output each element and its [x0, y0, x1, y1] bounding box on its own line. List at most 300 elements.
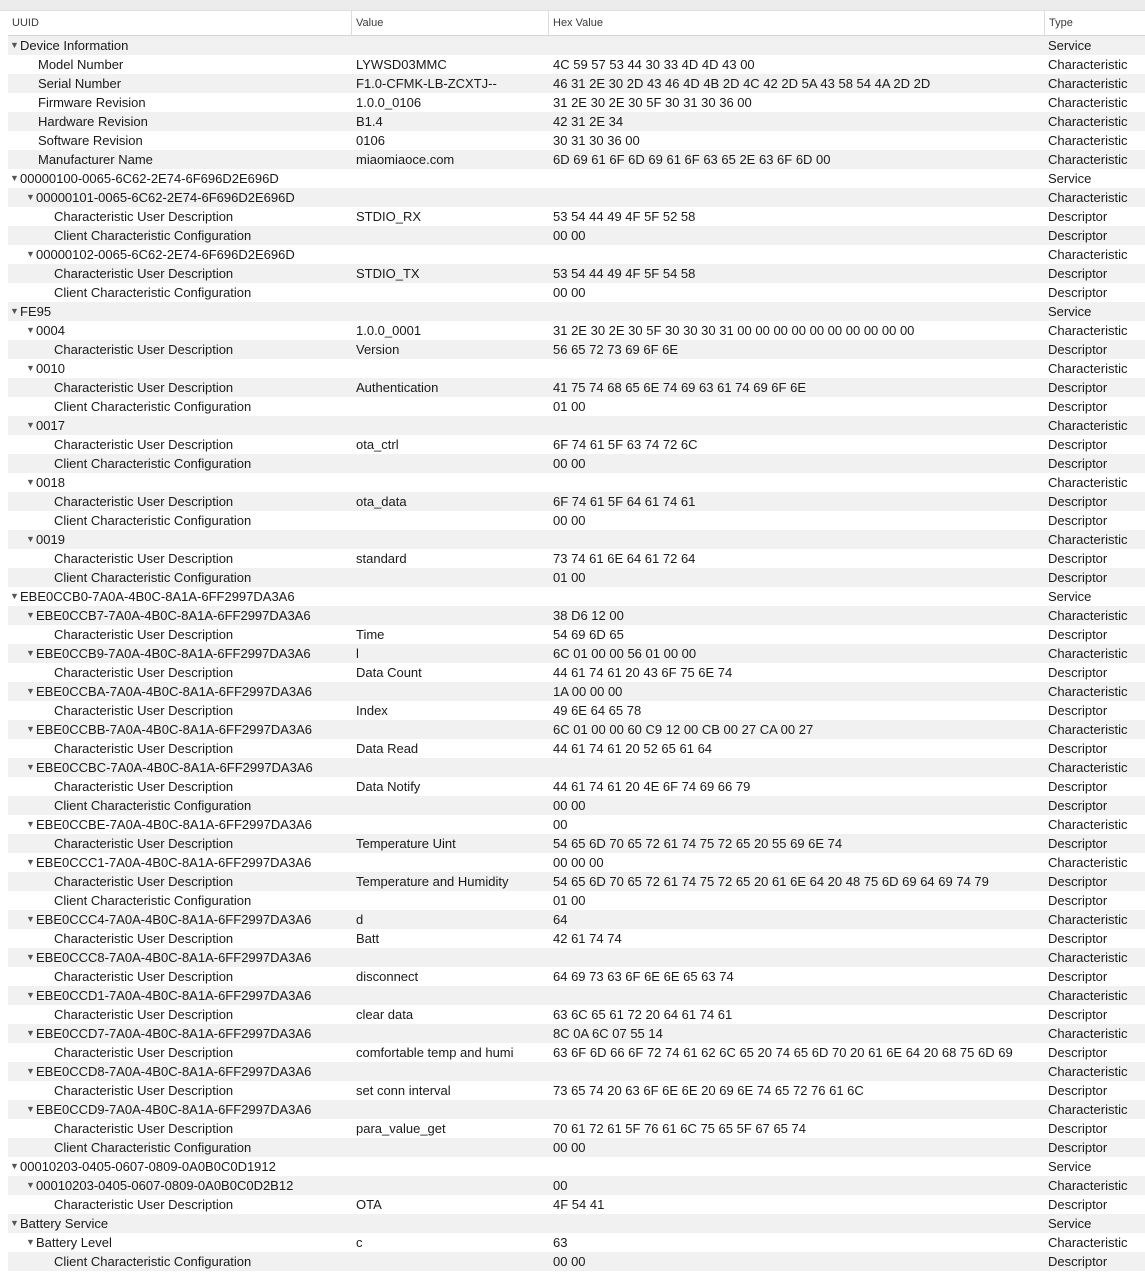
descriptor-row[interactable] — [8, 967, 1145, 986]
uuid-label: EBE0CCC8-7A0A-4B0C-8A1A-6FF2997DA3A6 — [36, 950, 312, 965]
characteristic-row[interactable] — [8, 245, 1145, 264]
descriptor-row[interactable] — [8, 340, 1145, 359]
disclosure-triangle-icon[interactable]: ▼ — [26, 1237, 35, 1247]
type-cell: Characteristic — [1048, 1026, 1128, 1041]
descriptor-row[interactable] — [8, 378, 1145, 397]
type-cell: Descriptor — [1048, 1007, 1108, 1022]
service-row[interactable] — [8, 587, 1145, 606]
uuid-label: 00010203-0405-0607-0809-0A0B0C0D2B12 — [36, 1178, 294, 1193]
uuid-cell — [8, 682, 352, 701]
uuid-cell — [8, 226, 352, 245]
column-header-hex-value[interactable]: Hex Value — [549, 11, 1045, 35]
descriptor-row[interactable] — [8, 929, 1145, 948]
value-cell — [352, 891, 549, 910]
hex-value-cell: 00 00 — [553, 1254, 586, 1269]
uuid-cell — [8, 511, 352, 530]
uuid-cell — [8, 530, 352, 549]
hex-value-cell: 49 6E 64 65 78 — [553, 703, 642, 718]
hex-value-cell — [549, 1157, 1045, 1176]
value-cell — [352, 758, 549, 777]
descriptor-row[interactable] — [8, 1119, 1145, 1138]
characteristic-row[interactable] — [8, 359, 1145, 378]
type-cell: Characteristic — [1048, 247, 1128, 262]
value-cell: d — [356, 912, 364, 927]
value-cell — [352, 1176, 549, 1195]
uuid-cell — [8, 1024, 352, 1043]
value-cell: para_value_get — [356, 1121, 446, 1136]
value-cell: comfortable temp and humi — [356, 1045, 514, 1060]
characteristic-row[interactable] — [8, 321, 1145, 340]
uuid-label: Client Characteristic Configuration — [54, 513, 252, 528]
value-cell: STDIO_TX — [356, 266, 420, 281]
characteristic-row[interactable] — [8, 910, 1145, 929]
disclosure-triangle-icon[interactable]: ▼ — [26, 1180, 35, 1190]
disclosure-triangle-icon[interactable]: ▼ — [10, 591, 19, 601]
uuid-cell — [8, 397, 352, 416]
uuid-cell — [8, 929, 352, 948]
characteristic-row[interactable] — [8, 682, 1145, 701]
uuid-cell — [8, 150, 352, 169]
uuid-cell — [8, 359, 352, 378]
characteristic-row[interactable] — [8, 758, 1145, 777]
uuid-cell — [8, 891, 352, 910]
descriptor-row[interactable] — [8, 796, 1145, 815]
value-cell: clear data — [356, 1007, 414, 1022]
descriptor-row[interactable] — [8, 1005, 1145, 1024]
value-cell — [352, 359, 549, 378]
uuid-label: Hardware Revision — [38, 114, 148, 129]
hex-value-cell: 63 6F 6D 66 6F 72 74 61 62 6C 65 20 74 65 6D 70 20 61 6E 64 20 68 75 6D 69 — [553, 1045, 1013, 1060]
type-cell: Descriptor — [1048, 1083, 1108, 1098]
uuid-cell — [8, 1062, 352, 1081]
type-cell: Characteristic — [1048, 418, 1128, 433]
uuid-label: Characteristic User Description — [54, 1083, 234, 1098]
uuid-label: EBE0CCD1-7A0A-4B0C-8A1A-6FF2997DA3A6 — [36, 988, 312, 1003]
hex-value-cell: 42 61 74 74 — [553, 931, 622, 946]
uuid-cell — [8, 454, 352, 473]
disclosure-triangle-icon[interactable]: ▼ — [26, 192, 35, 202]
type-cell: Characteristic — [1048, 323, 1128, 338]
type-cell: Descriptor — [1048, 551, 1108, 566]
value-cell: LYWSD03MMC — [356, 57, 447, 72]
type-cell: Descriptor — [1048, 893, 1108, 908]
type-cell: Characteristic — [1048, 57, 1128, 72]
type-cell: Descriptor — [1048, 494, 1108, 509]
uuid-cell — [8, 55, 352, 74]
uuid-label: Characteristic User Description — [54, 741, 234, 756]
uuid-cell — [8, 1119, 352, 1138]
value-cell — [352, 416, 549, 435]
service-row[interactable] — [8, 1157, 1145, 1176]
hex-value-cell: 01 00 — [553, 570, 586, 585]
uuid-cell — [8, 321, 352, 340]
value-cell: standard — [356, 551, 407, 566]
descriptor-row[interactable] — [8, 1138, 1145, 1157]
value-cell: 0106 — [356, 133, 385, 148]
characteristic-row[interactable] — [8, 644, 1145, 663]
value-cell — [352, 568, 549, 587]
descriptor-row[interactable] — [8, 397, 1145, 416]
hex-value-cell — [549, 36, 1045, 55]
uuid-cell — [8, 986, 352, 1005]
hex-value-cell: 54 69 6D 65 — [553, 627, 624, 642]
descriptor-row[interactable] — [8, 549, 1145, 568]
descriptor-row[interactable] — [8, 283, 1145, 302]
uuid-cell — [8, 245, 352, 264]
type-cell: Service — [1048, 171, 1092, 186]
hex-value-cell: 42 31 2E 34 — [553, 114, 624, 129]
uuid-cell — [8, 834, 352, 853]
characteristic-row[interactable] — [8, 150, 1145, 169]
uuid-cell — [8, 1195, 352, 1214]
characteristic-row[interactable] — [8, 188, 1145, 207]
hex-value-cell: 6C 01 00 00 56 01 00 00 — [553, 646, 697, 661]
uuid-cell — [8, 720, 352, 739]
uuid-label: EBE0CCB9-7A0A-4B0C-8A1A-6FF2997DA3A6 — [36, 646, 311, 661]
descriptor-row[interactable] — [8, 834, 1145, 853]
descriptor-row[interactable] — [8, 226, 1145, 245]
value-cell: Data Count — [356, 665, 422, 680]
uuid-cell — [8, 473, 352, 492]
characteristic-row[interactable] — [8, 853, 1145, 872]
disclosure-triangle-icon[interactable]: ▼ — [26, 1104, 35, 1114]
uuid-label: Characteristic User Description — [54, 969, 234, 984]
descriptor-row[interactable] — [8, 625, 1145, 644]
value-cell — [352, 473, 549, 492]
value-cell: Time — [356, 627, 385, 642]
uuid-cell — [8, 777, 352, 796]
descriptor-row[interactable] — [8, 207, 1145, 226]
type-cell: Characteristic — [1048, 190, 1128, 205]
hex-value-cell: 64 69 73 63 6F 6E 6E 65 63 74 — [553, 969, 734, 984]
type-cell: Characteristic — [1048, 684, 1128, 699]
uuid-cell — [8, 967, 352, 986]
type-cell: Descriptor — [1048, 342, 1108, 357]
disclosure-triangle-icon[interactable]: ▼ — [10, 1161, 19, 1171]
value-cell — [352, 397, 549, 416]
gatt-outline-view[interactable] — [8, 11, 1145, 1280]
disclosure-triangle-icon[interactable]: ▼ — [10, 306, 19, 316]
type-cell: Service — [1048, 1159, 1092, 1174]
descriptor-row[interactable] — [8, 568, 1145, 587]
disclosure-triangle-icon[interactable]: ▼ — [10, 40, 19, 50]
type-cell: Descriptor — [1048, 703, 1108, 718]
uuid-label: EBE0CCB0-7A0A-4B0C-8A1A-6FF2997DA3A6 — [20, 589, 295, 604]
type-cell: Descriptor — [1048, 456, 1108, 471]
column-header-row — [8, 11, 1145, 36]
hex-value-cell: 00 00 — [553, 798, 586, 813]
characteristic-row[interactable] — [8, 1062, 1145, 1081]
uuid-label: Characteristic User Description — [54, 627, 234, 642]
uuid-label: Model Number — [38, 57, 124, 72]
value-cell: disconnect — [356, 969, 419, 984]
service-row[interactable] — [8, 1214, 1145, 1233]
descriptor-row[interactable] — [8, 454, 1145, 473]
descriptor-row[interactable] — [8, 1081, 1145, 1100]
type-cell: Descriptor — [1048, 1197, 1108, 1212]
type-cell: Descriptor — [1048, 931, 1108, 946]
disclosure-triangle-icon[interactable]: ▼ — [26, 648, 35, 658]
disclosure-triangle-icon[interactable]: ▼ — [26, 952, 35, 962]
uuid-label: 00000100-0065-6C62-2E74-6F696D2E696D — [20, 171, 279, 186]
hex-value-cell: 31 2E 30 2E 30 5F 30 30 30 31 00 00 00 00 00 00 00 00 00 00 — [553, 323, 915, 338]
type-cell: Characteristic — [1048, 1064, 1128, 1079]
uuid-label: EBE0CCB7-7A0A-4B0C-8A1A-6FF2997DA3A6 — [36, 608, 311, 623]
type-cell: Descriptor — [1048, 798, 1108, 813]
characteristic-row[interactable] — [8, 74, 1145, 93]
uuid-cell — [8, 758, 352, 777]
uuid-label: EBE0CCBE-7A0A-4B0C-8A1A-6FF2997DA3A6 — [36, 817, 313, 832]
characteristic-row[interactable] — [8, 416, 1145, 435]
descriptor-row[interactable] — [8, 891, 1145, 910]
type-cell: Characteristic — [1048, 76, 1128, 91]
service-row[interactable] — [8, 169, 1145, 188]
disclosure-triangle-icon[interactable]: ▼ — [26, 363, 35, 373]
type-cell: Characteristic — [1048, 133, 1128, 148]
descriptor-row[interactable] — [8, 739, 1145, 758]
uuid-label: Characteristic User Description — [54, 779, 234, 794]
disclosure-triangle-icon[interactable]: ▼ — [26, 477, 35, 487]
characteristic-row[interactable] — [8, 1233, 1145, 1252]
disclosure-triangle-icon[interactable]: ▼ — [26, 819, 35, 829]
hex-value-cell: 41 75 74 68 65 6E 74 69 63 61 74 69 6F 6E — [553, 380, 806, 395]
column-header-value[interactable]: Value — [352, 11, 549, 35]
hex-value-cell: 6D 69 61 6F 6D 69 61 6F 63 65 2E 63 6F 6D 00 — [553, 152, 831, 167]
value-cell — [352, 853, 549, 872]
value-cell — [352, 245, 549, 264]
service-row[interactable] — [8, 36, 1145, 55]
type-cell: Descriptor — [1048, 627, 1108, 642]
type-cell: Descriptor — [1048, 969, 1108, 984]
hex-value-cell: 00 00 — [553, 513, 586, 528]
characteristic-row[interactable] — [8, 1100, 1145, 1119]
hex-value-cell: 6C 01 00 00 60 C9 12 00 CB 00 27 CA 00 27 — [553, 722, 814, 737]
hex-value-cell: 00 — [553, 1178, 568, 1193]
uuid-cell — [8, 492, 352, 511]
value-cell: Data Read — [356, 741, 419, 756]
disclosure-triangle-icon[interactable]: ▼ — [26, 990, 35, 1000]
type-cell: Characteristic — [1048, 646, 1128, 661]
uuid-cell — [8, 283, 352, 302]
characteristic-row[interactable] — [8, 986, 1145, 1005]
uuid-cell — [8, 1233, 352, 1252]
value-cell — [352, 188, 549, 207]
value-cell: Index — [356, 703, 388, 718]
uuid-label: Characteristic User Description — [54, 551, 234, 566]
value-cell: STDIO_RX — [356, 209, 422, 224]
uuid-label: EBE0CCD8-7A0A-4B0C-8A1A-6FF2997DA3A6 — [36, 1064, 312, 1079]
uuid-cell — [8, 1043, 352, 1062]
disclosure-triangle-icon[interactable]: ▼ — [26, 610, 35, 620]
hex-value-cell — [549, 359, 1045, 378]
value-cell: Version — [356, 342, 400, 357]
hex-value-cell — [549, 245, 1045, 264]
type-cell: Descriptor — [1048, 380, 1108, 395]
value-cell: Temperature and Humidity — [356, 874, 509, 889]
descriptor-row[interactable] — [8, 663, 1145, 682]
hex-value-cell: 6F 74 61 5F 63 74 72 6C — [553, 437, 698, 452]
characteristic-row[interactable] — [8, 93, 1145, 112]
disclosure-triangle-icon[interactable]: ▼ — [26, 325, 35, 335]
uuid-label: Software Revision — [38, 133, 143, 148]
descriptor-row[interactable] — [8, 264, 1145, 283]
disclosure-triangle-icon[interactable]: ▼ — [26, 249, 35, 259]
column-header-type[interactable]: Type — [1049, 17, 1073, 29]
hex-value-cell — [549, 587, 1045, 606]
value-cell: l — [356, 646, 359, 661]
uuid-label: Characteristic User Description — [54, 1007, 234, 1022]
characteristic-row[interactable] — [8, 131, 1145, 150]
value-cell — [352, 169, 549, 188]
uuid-label: Client Characteristic Configuration — [54, 285, 252, 300]
uuid-label: 00000102-0065-6C62-2E74-6F696D2E696D — [36, 247, 295, 262]
uuid-cell — [8, 416, 352, 435]
uuid-label: EBE0CCD9-7A0A-4B0C-8A1A-6FF2997DA3A6 — [36, 1102, 312, 1117]
uuid-label: Firmware Revision — [38, 95, 146, 110]
hex-value-cell: 63 — [553, 1235, 568, 1250]
uuid-label: EBE0CCBB-7A0A-4B0C-8A1A-6FF2997DA3A6 — [36, 722, 313, 737]
value-cell — [352, 226, 549, 245]
uuid-label: EBE0CCBC-7A0A-4B0C-8A1A-6FF2997DA3A6 — [36, 760, 313, 775]
uuid-cell — [8, 264, 352, 283]
hex-value-cell: 63 6C 65 61 72 20 64 61 74 61 — [553, 1007, 733, 1022]
type-cell: Descriptor — [1048, 741, 1108, 756]
type-cell: Descriptor — [1048, 228, 1108, 243]
hex-value-cell: 00 00 — [553, 228, 586, 243]
characteristic-row[interactable] — [8, 473, 1145, 492]
characteristic-row[interactable] — [8, 1176, 1145, 1195]
value-cell — [352, 302, 549, 321]
characteristic-row[interactable] — [8, 948, 1145, 967]
value-cell — [352, 1252, 549, 1271]
uuid-cell — [8, 1081, 352, 1100]
type-cell: Descriptor — [1048, 779, 1108, 794]
uuid-label: 0017 — [36, 418, 65, 433]
uuid-label: 0004 — [36, 323, 65, 338]
uuid-cell — [8, 568, 352, 587]
type-cell: Characteristic — [1048, 608, 1128, 623]
value-cell — [352, 587, 549, 606]
uuid-cell — [8, 169, 352, 188]
hex-value-cell: 01 00 — [553, 399, 586, 414]
uuid-cell — [8, 112, 352, 131]
descriptor-row[interactable] — [8, 701, 1145, 720]
descriptor-row[interactable] — [8, 1043, 1145, 1062]
hex-value-cell: 73 74 61 6E 64 61 72 64 — [553, 551, 696, 566]
uuid-label: Characteristic User Description — [54, 1045, 234, 1060]
uuid-label: Serial Number — [38, 76, 122, 91]
uuid-label: Characteristic User Description — [54, 494, 234, 509]
disclosure-triangle-icon[interactable]: ▼ — [26, 857, 35, 867]
uuid-label: Characteristic User Description — [54, 380, 234, 395]
hex-value-cell: 01 00 — [553, 893, 586, 908]
hex-value-cell: 64 — [553, 912, 568, 927]
disclosure-triangle-icon[interactable]: ▼ — [26, 420, 35, 430]
disclosure-triangle-icon[interactable]: ▼ — [26, 686, 35, 696]
value-cell — [352, 606, 549, 625]
hex-value-cell: 44 61 74 61 20 4E 6F 74 69 66 79 — [553, 779, 751, 794]
value-cell: 1.0.0_0106 — [356, 95, 422, 110]
hex-value-cell — [549, 530, 1045, 549]
characteristic-row[interactable] — [8, 55, 1145, 74]
uuid-label: Manufacturer Name — [38, 152, 153, 167]
uuid-label: Battery Service — [20, 1216, 109, 1231]
disclosure-triangle-icon[interactable]: ▼ — [26, 534, 35, 544]
uuid-label: 00010203-0405-0607-0809-0A0B0C0D1912 — [20, 1159, 276, 1174]
hex-value-cell: 00 00 — [553, 456, 586, 471]
value-cell: c — [356, 1235, 363, 1250]
characteristic-row[interactable] — [8, 1024, 1145, 1043]
uuid-label: EBE0CCBA-7A0A-4B0C-8A1A-6FF2997DA3A6 — [36, 684, 313, 699]
value-cell: Temperature Uint — [356, 836, 456, 851]
hex-value-cell: 00 00 — [553, 285, 586, 300]
uuid-label: EBE0CCC1-7A0A-4B0C-8A1A-6FF2997DA3A6 — [36, 855, 312, 870]
type-cell: Characteristic — [1048, 95, 1128, 110]
type-cell: Characteristic — [1048, 114, 1128, 129]
disclosure-triangle-icon[interactable]: ▼ — [10, 173, 19, 183]
hex-value-cell — [549, 302, 1045, 321]
characteristic-row[interactable] — [8, 606, 1145, 625]
disclosure-triangle-icon[interactable]: ▼ — [26, 914, 35, 924]
value-cell — [352, 511, 549, 530]
characteristic-row[interactable] — [8, 720, 1145, 739]
hex-value-cell: 54 65 6D 70 65 72 61 74 75 72 65 20 61 6E 64 20 48 75 6D 69 64 69 74 79 — [553, 874, 989, 889]
descriptor-row[interactable] — [8, 492, 1145, 511]
characteristic-row[interactable] — [8, 530, 1145, 549]
type-cell: Descriptor — [1048, 570, 1108, 585]
uuid-cell — [8, 796, 352, 815]
characteristic-row[interactable] — [8, 815, 1145, 834]
column-header-uuid[interactable]: UUID — [8, 11, 352, 35]
disclosure-triangle-icon[interactable]: ▼ — [26, 1028, 35, 1038]
descriptor-row[interactable] — [8, 872, 1145, 891]
descriptor-row[interactable] — [8, 1252, 1145, 1271]
value-cell — [352, 1100, 549, 1119]
characteristic-row[interactable] — [8, 112, 1145, 131]
uuid-label: Battery Level — [36, 1235, 112, 1250]
value-cell — [352, 1214, 549, 1233]
hex-value-cell: 53 54 44 49 4F 5F 52 58 — [553, 209, 696, 224]
descriptor-row[interactable] — [8, 1195, 1145, 1214]
hex-value-cell — [549, 1214, 1045, 1233]
uuid-cell — [8, 625, 352, 644]
hex-value-cell: 46 31 2E 30 2D 43 46 4D 4B 2D 4C 42 2D 5A 43 58 54 4A 2D 2D — [553, 76, 931, 91]
disclosure-triangle-icon[interactable]: ▼ — [26, 724, 35, 734]
hex-value-cell: 00 — [553, 817, 568, 832]
hex-value-cell: 44 61 74 61 20 43 6F 75 6E 74 — [553, 665, 733, 680]
type-cell: Characteristic — [1048, 532, 1128, 547]
descriptor-row[interactable] — [8, 777, 1145, 796]
uuid-cell — [8, 74, 352, 93]
uuid-cell — [8, 1100, 352, 1119]
type-cell: Characteristic — [1048, 475, 1128, 490]
uuid-cell — [8, 1138, 352, 1157]
disclosure-triangle-icon[interactable]: ▼ — [10, 1218, 19, 1228]
value-cell — [352, 796, 549, 815]
service-row[interactable] — [8, 302, 1145, 321]
descriptor-row[interactable] — [8, 511, 1145, 530]
type-cell: Characteristic — [1048, 152, 1128, 167]
disclosure-triangle-icon[interactable]: ▼ — [26, 762, 35, 772]
type-cell: Descriptor — [1048, 266, 1108, 281]
descriptor-row[interactable] — [8, 435, 1145, 454]
uuid-label: Client Characteristic Configuration — [54, 399, 252, 414]
disclosure-triangle-icon[interactable]: ▼ — [26, 1066, 35, 1076]
uuid-cell — [8, 378, 352, 397]
value-cell: ota_data — [356, 494, 407, 509]
hex-value-cell — [549, 1100, 1045, 1119]
uuid-label: Characteristic User Description — [54, 266, 234, 281]
